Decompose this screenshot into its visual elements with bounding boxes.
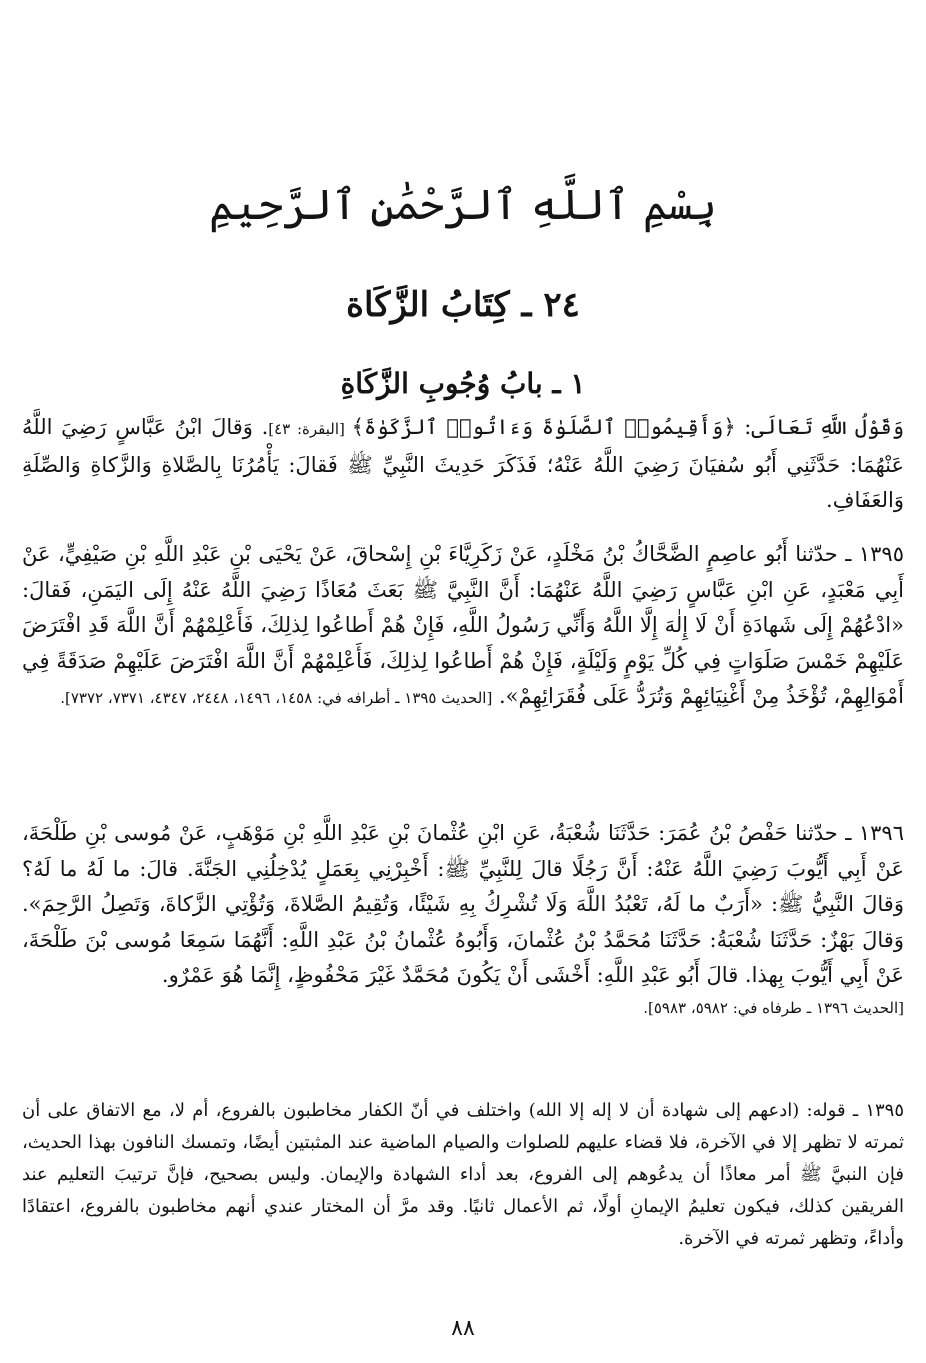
hadith-1395-text: ١٣٩٥ ـ حدّثنا أَبُو عاصِمٍ الضَّحَّاكُ بْنُ مَخْلَدٍ، عَنْ زَكَرِيَّاءَ بْنِ إِسْحاقَ، عَنْ يَحْيَى بْنِ عَبْدِ اللَّهِ بْنِ صَيْفِيٍّ، عَنْ أَبِي مَعْبَدٍ، عَنِ ابْنِ عَبَّاسٍ رَضِيَ اللَّهُ عَنْهُمَا: أَنَّ النَّبِيَّ ﷺ بَعَثَ مُعَاذًا رَضِيَ اللَّهُ عَنْهُ إِلَى اليَمَنِ، فَقالَ: «ادْعُهُمْ إِلَى شَهادَةِ أَنْ لَا إِلٰهَ إِلَّا اللَّهُ وَأَنِّي رَسُولُ اللَّهِ، فَإِنْ هُمْ أَطاعُوا لِذلِكَ، فَأَعْلِمْهُمْ أَنَّ اللَّهَ قَدِ افْتَرَضَ عَلَيْهِمْ خَمْسَ صَلَوَاتٍ فِي كُلِّ يَوْمٍ وَلَيْلَةٍ، فَإِنْ هُمْ أَطاعُوا لِذلِكَ، فَأَعْلِمْهُمْ أَنَّ اللَّهَ افْتَرَضَ عَلَيْهِمْ صَدَقَةً فِي أَمْوَالِهِمْ، تُؤْخَذُ مِنْ أَغْنِيَائِهِمْ وَتُرَدُّ عَلَى فُقَرَائِهِمْ». — [22, 542, 904, 708]
page-number: ٨٨ — [451, 1316, 475, 1341]
hadith-1395 — [22, 537, 904, 717]
hadith-1395-paragraph — [22, 537, 904, 717]
quran-verse: ﴿وَأَقِيمُوا۟ ٱلصَّلَوٰةَ وَءَاتُوا۟ ٱلزَّكَوٰةَ﴾ — [351, 415, 736, 439]
chapter-intro — [22, 410, 904, 519]
hadith-1396-paragraph: ١٣٩٦ ـ حدّثنا حَفْصُ بْنُ عُمَرَ: حَدَّثَنَا شُعْبَةُ، عَنِ ابْنِ عُثْمانَ بْنِ عَبْدِ اللَّهِ بْنِ مَوْهَبٍ، عَنْ مُوسى بْنِ طَلْحَةَ، عَنْ أَبِي أَيُّوبَ رَضِيَ اللَّهُ عَنْهُ: أَنَّ رَجُلًا قالَ لِلنَّبِيِّ ﷺ: أَخْبِرْنِي بِعَمَلٍ يُدْخِلُنِي الجَنَّةَ. قالَ: ما لَهُ ما لَهُ؟ وَقالَ النَّبِيُّ ﷺ: «أَرَبٌ ما لَهُ، تَعْبُدُ اللَّهَ وَلَا تُشْرِكُ بِهِ شَيْئًا، وَتُقِيمُ الصَّلاةَ، وَتُؤْتِي الزَّكاةَ، وَتَصِلُ الرَّحِمَ». وَقالَ بَهْزٌ: حَدَّثَنَا شُعْبَةُ: حَدَّثَنَا مُحَمَّدُ بْنُ عُثْمانَ، وَأَبُوهُ عُثْمانُ بْنُ عَبْدِ اللَّهِ: أَنَّهُمَا سَمِعَا مُوسى بْنَ طَلْحَةَ، عَنْ أَبِي أَيُّوبَ بِهذا. قالَ أَبُو عَبْدِ اللَّهِ: أَخْشَى أَنْ يَكُونَ مُحَمَّدٌ غَيْرَ مَحْفُوظٍ، إِنَّمَا هُوَ عَمْرٌو. — [22, 821, 904, 987]
hadith-1396 — [22, 816, 904, 1022]
commentary-footnote — [22, 1095, 904, 1255]
intro-rest: . وَقالَ ابْنُ عَبَّاسٍ رَضِيَ اللَّهُ عَنْهُمَا: حَدَّثَنِي أَبُو سُفيَانَ رَضِيَ اللَّهُ عَنْهُ؛ فَذَكَرَ حَدِيثَ النَّبِيِّ ﷺ فَقالَ: يَأْمُرُنَا بِالصَّلاةِ وَالزَّكاةِ وَالصِّلَةِ وَالعَفَافِ. — [22, 415, 904, 512]
book-title: ٢٤ ـ كِتَابُ الزَّكَاة — [346, 285, 580, 325]
basmala-heading: بِسْمِ ٱللَّهِ ٱلرَّحْمَٰنِ ٱلرَّحِيمِ — [209, 180, 717, 229]
hadith-1395-atraf: [الحديث ١٣٩٥ ـ أطرافه في: ١٤٥٨، ١٤٩٦، ٢٤٤٨، ٤٣٤٧، ٧٣٧١، ٧٣٧٢]. — [60, 689, 493, 707]
quran-reference: [البقرة: ٤٣] — [268, 420, 352, 438]
intro-lead: وَقَوْلُ اللَّهِ تَعَالَى: — [735, 415, 905, 439]
intro-paragraph — [22, 410, 904, 519]
chapter-title: ١ ـ بابُ وُجُوبِ الزَّكَاةِ — [340, 367, 586, 400]
commentary-paragraph: ١٣٩٥ ـ قوله: (ادعهم إلى شهادة أن لا إله إلا الله) واختلف في أنّ الكفار مخاطبون بالفروع، أم لا، مع الاتفاق على أن ثمرته لا تظهر إلا في الآخرة، فلا قضاء عليهم للصلوات والصيام الماضية عند المثبتين أيضًا، وتمسك النافون بهذا الحديث، فإن النبيَّ ﷺ أمر معاذًا أن يدعُوهم إلى الفروع، بعد أداء الشهادة والإيمان. وليس بصحيح، فإنَّ ترتيبَ التعليم عند الفريقين كذلك، فيكون تعليمُ الإيمانِ أولًا، ثم الأعمال ثانيًا. وقد مرَّ أن المختار عندي أنهم مخاطبون بالفروع، اعتقادًا وأداءً، وتظهر ثمرته في الآخرة. — [22, 1100, 904, 1249]
hadith-1396-atraf: [الحديث ١٣٩٦ ـ طرفاه في: ٥٩٨٢، ٥٩٨٣]. — [643, 998, 904, 1017]
